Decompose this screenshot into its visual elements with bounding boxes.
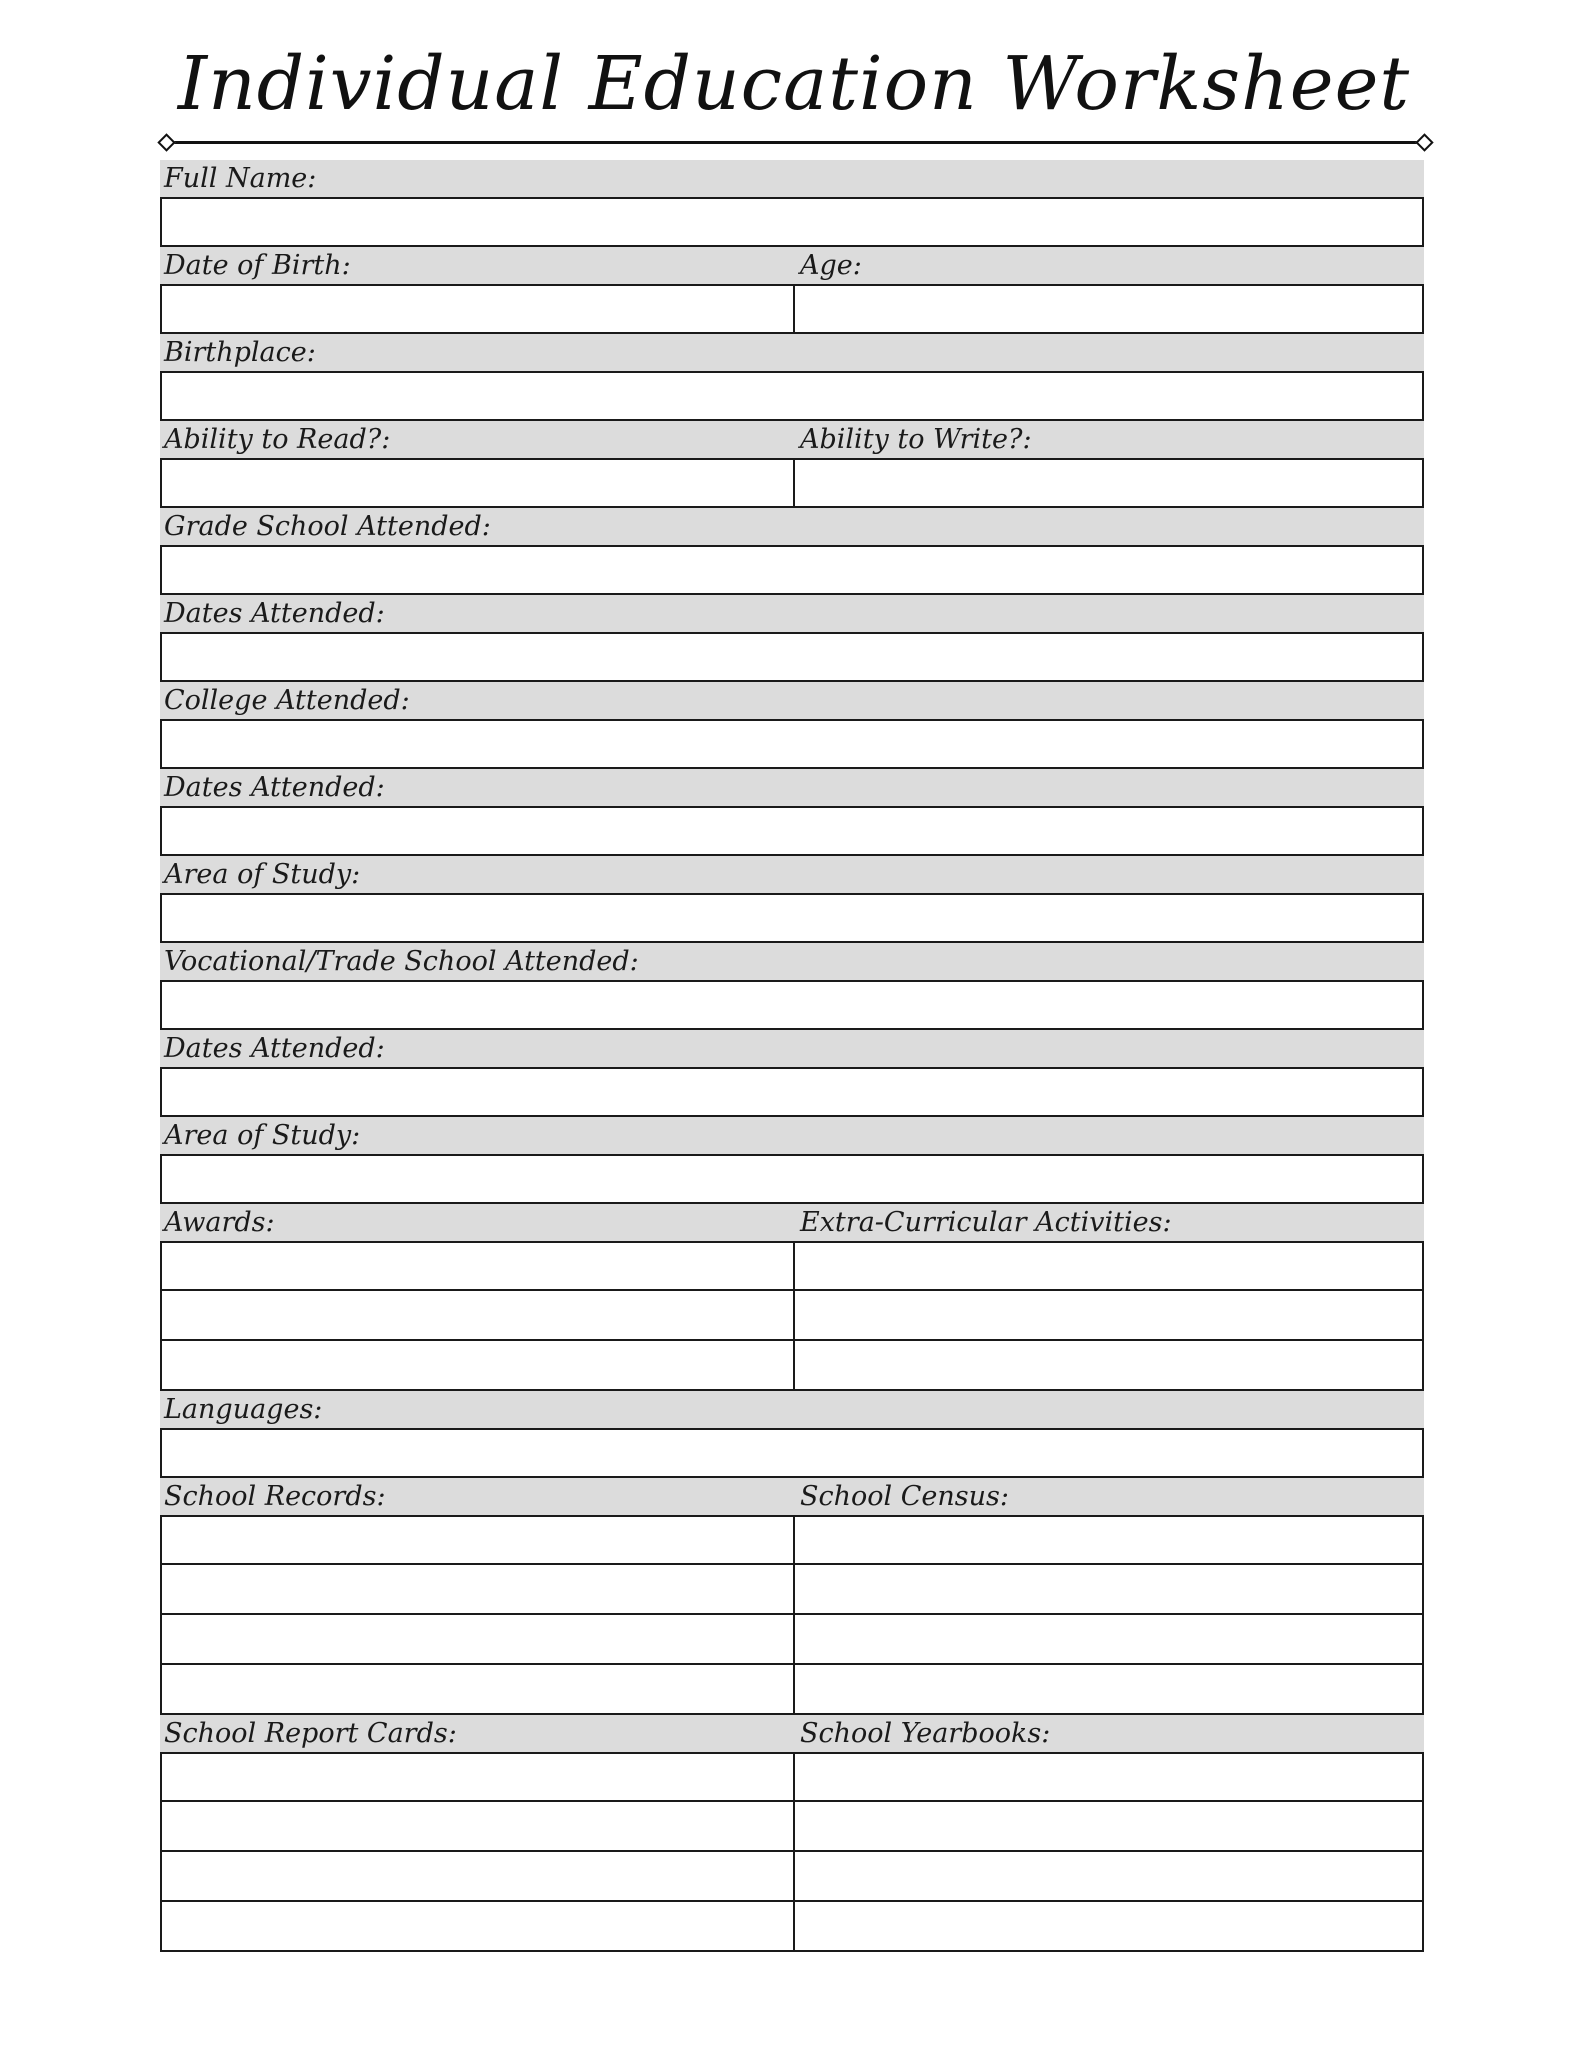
records-census-section (160, 1478, 1424, 1715)
school-records-field[interactable] (160, 1515, 795, 1565)
birthplace-label: Birthplace: (164, 337, 316, 368)
extra-curricular-field[interactable] (795, 1291, 1424, 1341)
page-title: Individual Education Worksheet (177, 41, 1411, 127)
grade-school-field[interactable] (160, 545, 1424, 595)
dates-attended-field[interactable] (160, 1067, 1424, 1117)
school-yearbooks-field[interactable] (795, 1902, 1424, 1952)
dates-attended-field[interactable] (160, 632, 1424, 682)
school-report-cards-field[interactable] (160, 1902, 795, 1952)
vocational-section (160, 943, 1424, 1030)
awards-activities-section (160, 1204, 1424, 1391)
grade-school-section (160, 508, 1424, 595)
divider-diamond-right (1415, 133, 1433, 151)
school-yearbooks-field[interactable] (795, 1852, 1424, 1902)
awards-field[interactable] (160, 1241, 795, 1291)
area-of-study-field[interactable] (160, 893, 1424, 943)
extra-curricular-field[interactable] (795, 1241, 1424, 1291)
school-census-field[interactable] (795, 1665, 1424, 1715)
worksheet-form (160, 160, 1424, 1952)
college-label: College Attended: (164, 685, 410, 716)
dates-attended-1-section (160, 595, 1424, 682)
awards-label: Awards: (164, 1207, 275, 1238)
school-records-field[interactable] (160, 1565, 795, 1615)
school-report-cards-field[interactable] (160, 1802, 795, 1852)
extra-curricular-label: Extra-Curricular Activities: (800, 1207, 1172, 1238)
ability-to-write-field[interactable] (795, 458, 1424, 508)
vocational-label: Vocational/Trade School Attended: (164, 946, 639, 977)
school-report-cards-field[interactable] (160, 1852, 795, 1902)
age-field[interactable] (795, 284, 1424, 334)
languages-label: Languages: (164, 1394, 323, 1425)
dob-age-section (160, 247, 1424, 334)
age-label: Age: (800, 250, 862, 281)
dates-attended-label: Dates Attended: (164, 772, 385, 803)
divider-diamond-left (157, 133, 175, 151)
school-census-field[interactable] (795, 1615, 1424, 1665)
school-records-field[interactable] (160, 1665, 795, 1715)
awards-field[interactable] (160, 1291, 795, 1341)
school-census-field[interactable] (795, 1565, 1424, 1615)
date-of-birth-label: Date of Birth: (164, 250, 351, 281)
reportcards-yearbooks-section (160, 1715, 1424, 1952)
languages-section (160, 1391, 1424, 1478)
area-of-study-label: Area of Study: (164, 1120, 361, 1151)
full-name-label: Full Name: (164, 163, 317, 194)
school-census-label: School Census: (800, 1481, 1009, 1512)
ability-to-write-label: Ability to Write?: (800, 424, 1032, 455)
dates-attended-field[interactable] (160, 806, 1424, 856)
date-of-birth-field[interactable] (160, 284, 795, 334)
school-census-field[interactable] (795, 1515, 1424, 1565)
school-yearbooks-field[interactable] (795, 1802, 1424, 1852)
birthplace-field[interactable] (160, 371, 1424, 421)
college-field[interactable] (160, 719, 1424, 769)
birthplace-section (160, 334, 1424, 421)
awards-field[interactable] (160, 1341, 795, 1391)
dates-attended-3-section (160, 1030, 1424, 1117)
ability-to-read-label: Ability to Read?: (164, 424, 391, 455)
dates-attended-label: Dates Attended: (164, 1033, 385, 1064)
ability-to-read-field[interactable] (160, 458, 795, 508)
area-of-study-2-section (160, 1117, 1424, 1204)
grade-school-label: Grade School Attended: (164, 511, 491, 542)
school-records-field[interactable] (160, 1615, 795, 1665)
school-report-cards-field[interactable] (160, 1752, 795, 1802)
full-name-section (160, 160, 1424, 247)
full-name-field[interactable] (160, 197, 1424, 247)
school-yearbooks-label: School Yearbooks: (800, 1718, 1051, 1749)
school-report-cards-label: School Report Cards: (164, 1718, 457, 1749)
area-of-study-field[interactable] (160, 1154, 1424, 1204)
college-section (160, 682, 1424, 769)
school-yearbooks-field[interactable] (795, 1752, 1424, 1802)
title-divider (164, 141, 1424, 144)
vocational-field[interactable] (160, 980, 1424, 1030)
extra-curricular-field[interactable] (795, 1341, 1424, 1391)
area-of-study-label: Area of Study: (164, 859, 361, 890)
dates-attended-2-section (160, 769, 1424, 856)
area-of-study-1-section (160, 856, 1424, 943)
dates-attended-label: Dates Attended: (164, 598, 385, 629)
school-records-label: School Records: (164, 1481, 386, 1512)
read-write-section (160, 421, 1424, 508)
languages-field[interactable] (160, 1428, 1424, 1478)
